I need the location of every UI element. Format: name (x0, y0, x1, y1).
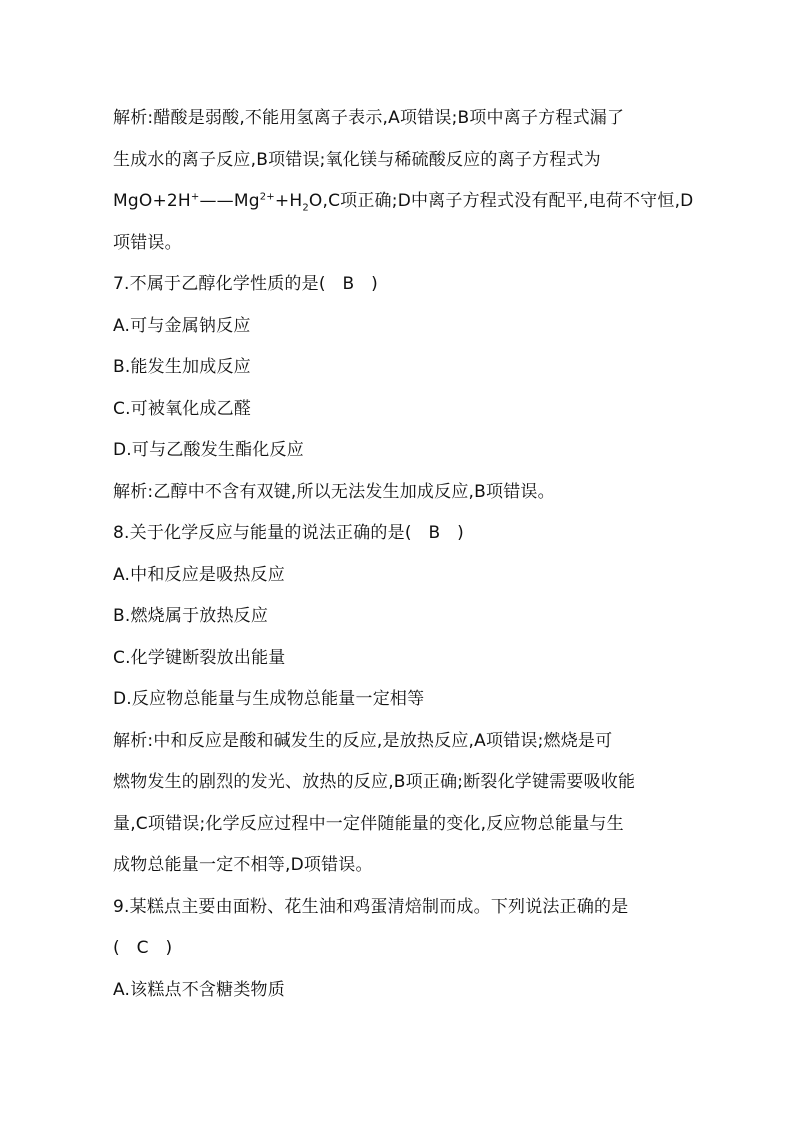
q8-option-d: D.反应物总能量与生成物总能量一定相等 (113, 689, 425, 709)
q7-stem: 7.不属于乙醇化学性质的是( B ) (113, 274, 378, 294)
eq-part-4: O,C项正确;D中离子方程式没有配平,电荷不守恒,D (308, 191, 694, 211)
eq-part-1: MgO+2H (113, 191, 191, 211)
eq-superscript-1: + (190, 191, 200, 203)
q9-stem-line-1: 9.某糕点主要由面粉、花生油和鸡蛋清焙制而成。下列说法正确的是 (113, 897, 629, 917)
q8-option-a: A.中和反应是吸热反应 (113, 565, 285, 585)
q7-option-c: C.可被氧化成乙醛 (113, 399, 252, 419)
eq-part-2: Mg (233, 191, 260, 211)
q8-explanation-line-2: 燃物发生的剧烈的发光、放热的反应,B项正确;断裂化学键需要吸收能 (113, 772, 636, 792)
q9-stem-line-2: ( C ) (113, 938, 173, 958)
q8-option-b: B.燃烧属于放热反应 (113, 606, 269, 626)
q9-option-a: A.该糕点不含糖类物质 (113, 980, 285, 1000)
q8-stem: 8.关于化学反应与能量的说法正确的是( B ) (113, 523, 464, 543)
q6-explanation-line-2: 生成水的离子反应,B项错误;氧化镁与稀硫酸反应的离子方程式为 (113, 150, 601, 170)
eq-part-3: +H (274, 191, 303, 211)
q8-explanation-line-1: 解析:中和反应是酸和碱发生的反应,是放热反应,A项错误;燃烧是可 (113, 731, 613, 751)
q8-option-c: C.化学键断裂放出能量 (113, 648, 286, 668)
eq-subscript-1: 2 (302, 202, 309, 214)
q7-option-b: B.能发生加成反应 (113, 357, 251, 377)
q7-option-a: A.可与金属钠反应 (113, 316, 251, 336)
q8-explanation-line-3: 量,C项错误;化学反应过程中一定伴随能量的变化,反应物总能量与生 (113, 814, 624, 834)
q6-explanation-line-1: 解析:醋酸是弱酸,不能用氢离子表示,A项错误;B项中离子方程式漏了 (113, 108, 625, 128)
eq-superscript-2: 2+ (259, 191, 275, 203)
q7-option-d: D.可与乙酸发生酯化反应 (113, 440, 304, 460)
q8-explanation-line-4: 成物总能量一定不相等,D项错误。 (113, 855, 373, 875)
q7-explanation: 解析:乙醇中不含有双键,所以无法发生加成反应,B项错误。 (113, 482, 555, 502)
q6-explanation-line-4: 项错误。 (113, 233, 182, 253)
q6-explanation-equation-line (113, 191, 714, 214)
eq-arrow: —— (199, 191, 234, 211)
